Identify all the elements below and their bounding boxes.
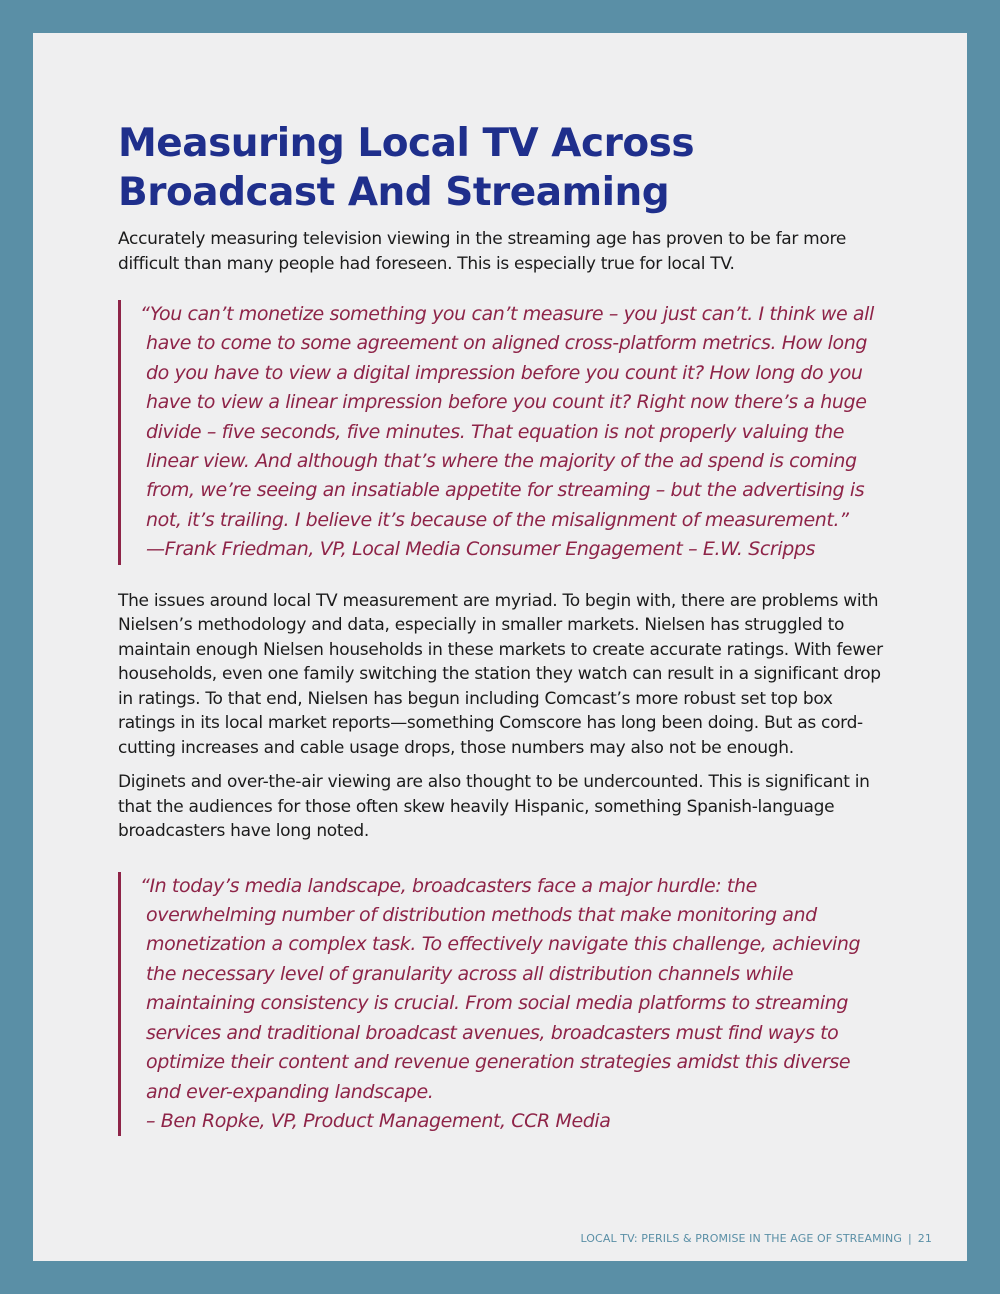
footer-separator: | — [907, 1232, 912, 1245]
quote-text: “You can’t monetize something you can’t measure – you just can’t. I think we all have to come to some agreement on aligned cross-platform metrics. How long do you have to view a digital impression before you count it? How long do you have to view a linear impression before you count it? Right now there’s a huge divide – five seconds, five minutes. That equation is not properly valuing the linear view. And although that’s where the majority of the ad spend is coming from, we’re seeing an insatiable appetite for streaming – but the advertising is not, it’s trailing. I believe it’s because of the misalignment of measurement.” —Frank Friedman, VP, Local Media Consumer Engagement – E.W. Scripps — [140, 303, 874, 561]
page-number: 21 — [917, 1232, 932, 1245]
page-title: Measuring Local TV Across Broadcast And Streaming — [118, 121, 695, 215]
intro-paragraph: Accurately measuring television viewing in the streaming age has proven to be far more difficult than many people had foreseen. This is especially true for local TV. — [118, 229, 847, 274]
pull-quote-friedman — [118, 300, 888, 565]
quote-text: “In today’s media landscape, broadcasters face a major hurdle: the overwhelming number of distribution methods that make monitoring and monetization a complex task. To effectively navigate this challenge, achieving the necessary level of granularity across all distribution channels while maintaining consistency is crucial. From social media platforms to streaming services and traditional broadcast avenues, broadcasters must find ways to optimize their content and revenue generation strategies amidst this diverse and ever-expanding landscape. – Ben Ropke, VP, Product Management, CCR Media — [140, 874, 861, 1132]
body-paragraph-measurement: The issues around local TV measurement are myriad. To begin with, there are problems with Nielsen’s methodology and data, especially in smaller markets. Nielsen has struggled to maintain enough Nielsen households in these markets to create accurate ratings. With fewer households, even one family switching the station they watch can result in a significant drop in ratings. To that end, Nielsen has begun including Comcast’s more robust set top box ratings in its local market reports—something Comscore has long been doing. But as cord-cutting increases and cable usage drops, those numbers may also not be enough. — [118, 590, 883, 758]
document-page — [33, 33, 967, 1261]
page-content — [118, 119, 888, 1136]
quote-attribution: —Frank Friedman, VP, Local Media Consumer Engagement – E.W. Scripps — [146, 538, 816, 561]
pull-quote-ropke — [118, 872, 888, 1137]
quote-attribution: – Ben Ropke, VP, Product Management, CCR Media — [146, 1109, 611, 1132]
page-footer — [580, 1232, 932, 1245]
footer-title: LOCAL TV: PERILS & PROMISE IN THE AGE OF STREAMING — [580, 1232, 902, 1245]
body-paragraph-diginets: Diginets and over-the-air viewing are also thought to be undercounted. This is significant in that the audiences for those often skew heavily Hispanic, something Spanish-language broadcasters have long noted. — [118, 772, 870, 842]
